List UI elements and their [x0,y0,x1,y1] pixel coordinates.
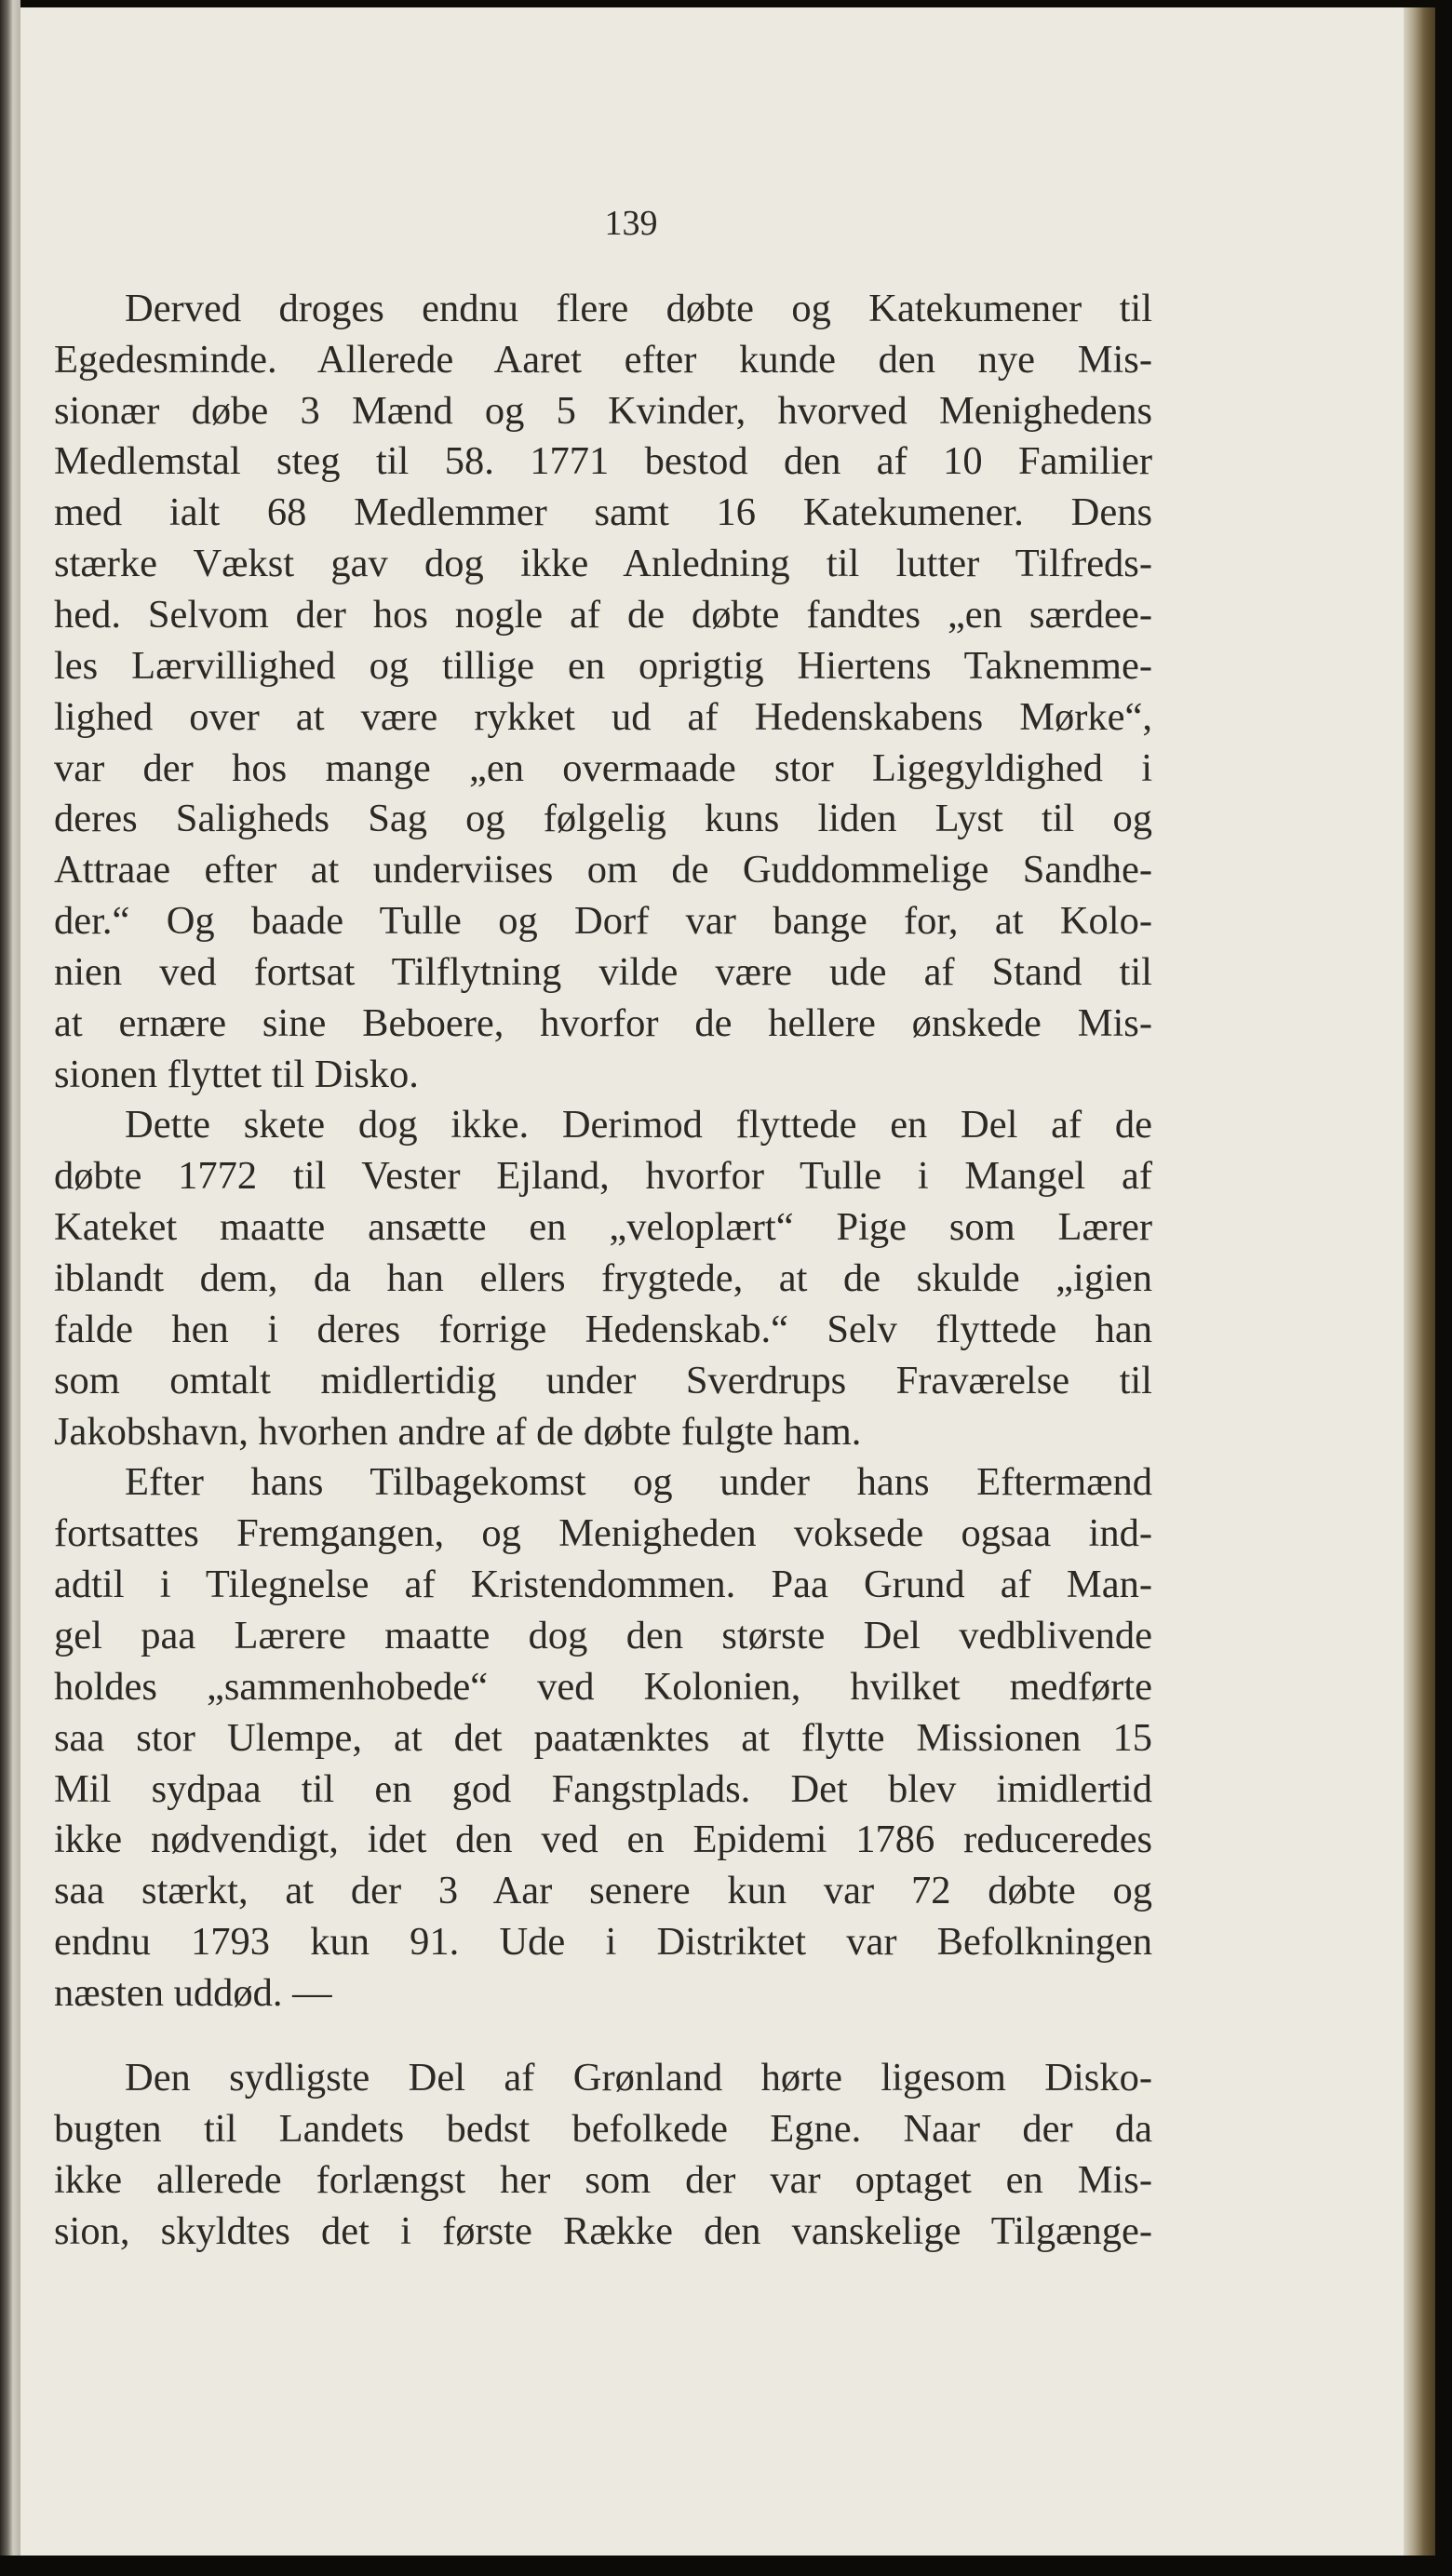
text-line: saa stærkt, at der 3 Aar senere kun var 72 døbte og [54,1869,1152,1912]
text-line: ikke nødvendigt, idet den ved en Epidemi 1786 reduceredes [54,1818,1152,1861]
text-line: Egedesminde. Allerede Aaret efter kunde den nye Mis- [54,338,1152,382]
text-line: Derved droges endnu flere døbte og Katekumener til [125,287,1152,330]
text-line: iblandt dem, da han ellers frygtede, at de skulde „igien [54,1256,1152,1300]
text-line: som omtalt midlertidig under Sverdrups Fraværelse til [54,1359,1152,1402]
text-line: ikke allerede forlængst her som der var optaget en Mis- [54,2158,1152,2202]
page-number: 139 [604,204,658,243]
book-spine [0,0,20,2576]
text-line: stærke Vækst gav dog ikke Anledning til lutter Tilfreds- [54,542,1152,585]
text-line: Jakobshavn, hvorhen andre af de døbte fulgte ham. [54,1410,862,1454]
text-line: adtil i Tilegnelse af Kristendommen. Paa Grund af Man- [54,1563,1152,1606]
text-line: gel paa Lærere maatte dog den største Del vedblivende [54,1614,1152,1657]
text-line: sionen flyttet til Disko. [54,1053,419,1096]
text-line: deres Saligheds Sag og følgelig kuns liden Lyst til og [54,797,1152,840]
text-line: nien ved fortsat Tilflytning vilde være ude af Stand til [54,950,1152,994]
text-line: Kateket maatte ansætte en „veloplært“ Pige som Lærer [54,1205,1152,1249]
scan-border [0,2556,1452,2576]
text-line: holdes „sammenhobede“ ved Kolonien, hvilket medførte [54,1665,1152,1709]
text-line: Den sydligste Del af Grønland hørte ligesom Disko- [125,2056,1152,2100]
text-line: sionær døbe 3 Mænd og 5 Kvinder, hvorved Menighedens [54,389,1152,433]
text-line: med ialt 68 Medlemmer samt 16 Katekumener. Dens [54,490,1152,534]
text-line: lighed over at være rykket ud af Hedenskabens Mørke“, [54,695,1152,739]
text-line: at ernære sine Beboere, hvorfor de hellere ønskede Mis- [54,1001,1152,1045]
text-line: bugten til Landets bedst befolkede Egne. Naar der da [54,2107,1152,2151]
text-line: der.“ Og baade Tulle og Dorf var bange for, at Kolo- [54,899,1152,943]
page-edge-shadow [1404,7,1435,2559]
text-line: næsten uddød. — [54,1971,332,2015]
text-line: sion, skyldtes det i første Række den vanskelige Tilgænge- [54,2209,1152,2253]
text-line: les Lærvillighed og tillige en oprigtig Hiertens Taknemme- [54,644,1152,688]
text-line: Mil sydpaa til en god Fangstplads. Det blev imidlertid [54,1767,1152,1811]
text-line: hed. Selvom der hos nogle af de døbte fandtes „en særdee- [54,593,1152,637]
text-line: falde hen i deres forrige Hedenskab.“ Selv flyttede han [54,1308,1152,1351]
text-line: Medlemstal steg til 58. 1771 bestod den af 10 Familier [54,439,1152,483]
text-line: var der hos mange „en overmaade stor Ligegyldighed i [54,746,1152,790]
text-line: Efter hans Tilbagekomst og under hans Eftermænd [125,1460,1152,1504]
text-line: endnu 1793 kun 91. Ude i Distriktet var Befolkningen [54,1920,1152,1964]
text-line: døbte 1772 til Vester Ejland, hvorfor Tulle i Mangel af [54,1154,1152,1198]
text-line: Dette skete dog ikke. Derimod flyttede en Del af de [125,1103,1152,1147]
text-line: saa stor Ulempe, at det paatænktes at flytte Missionen 15 [54,1716,1152,1760]
text-line: fortsattes Fremgangen, og Menigheden voksede ogsaa ind- [54,1511,1152,1555]
text-line: Attraae efter at underviises om de Guddommelige Sandhe- [54,848,1152,892]
